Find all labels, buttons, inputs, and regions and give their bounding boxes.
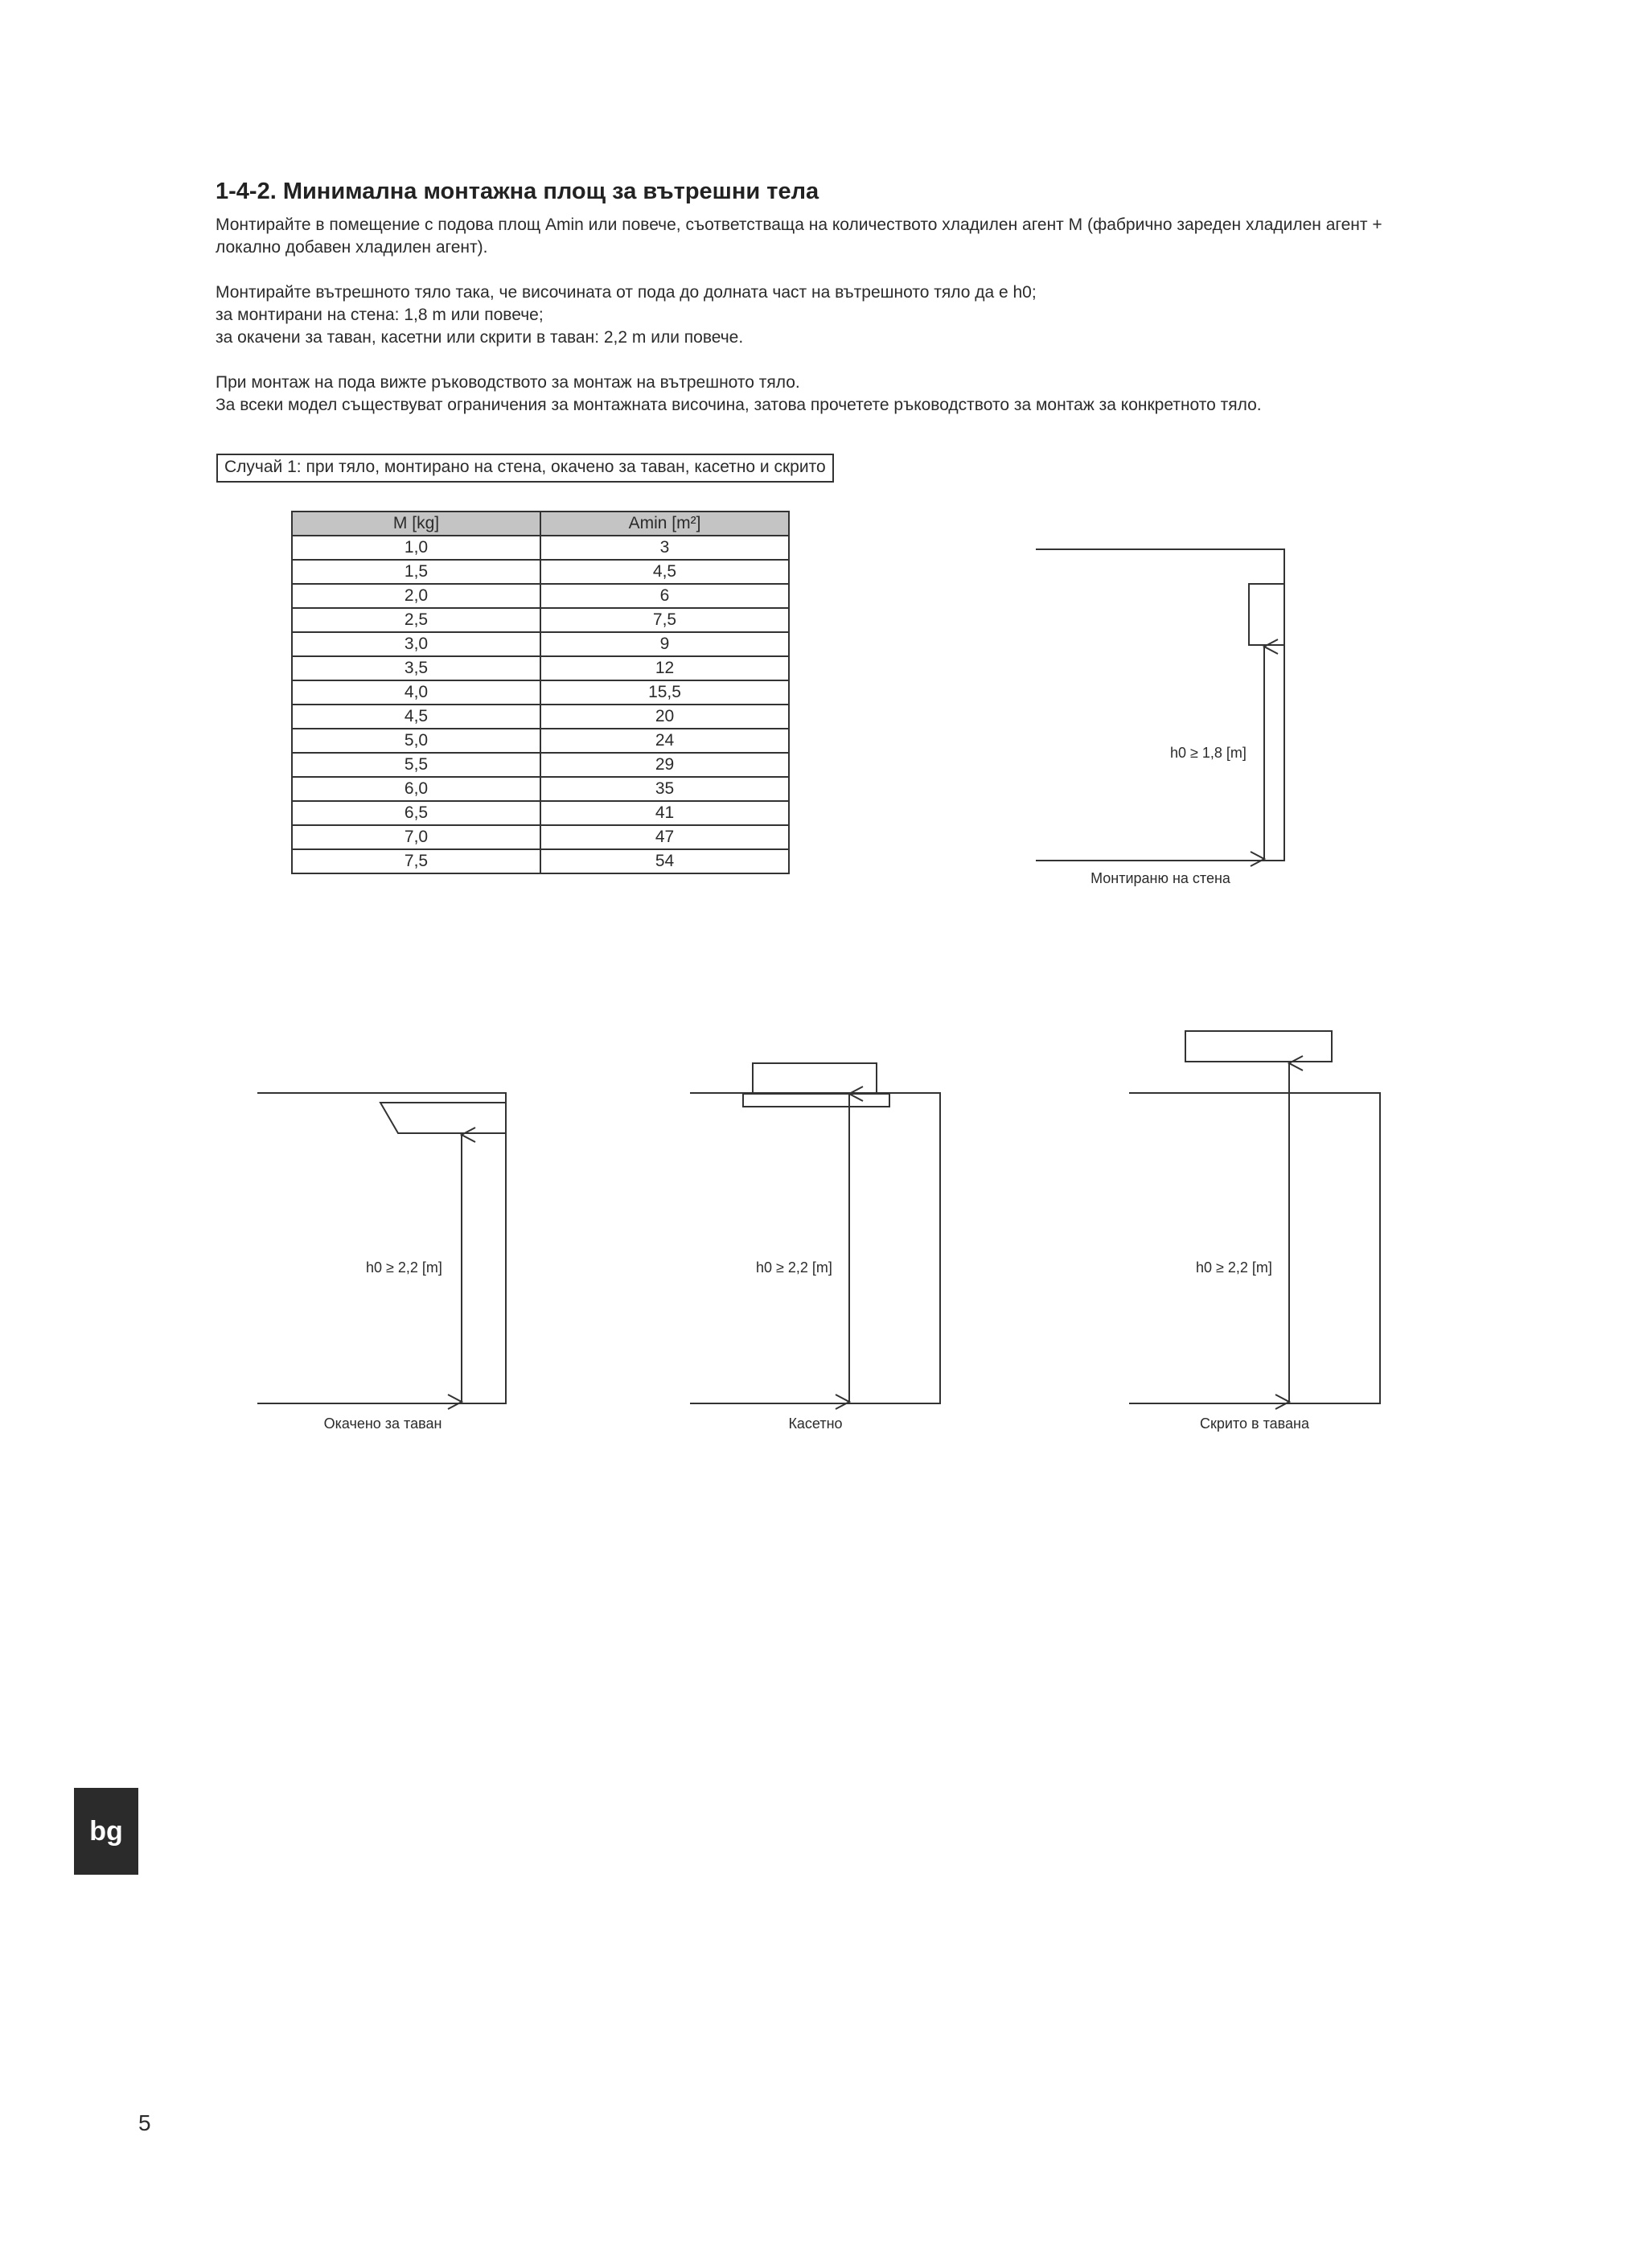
ceiling-caption: Окачено за таван xyxy=(323,1415,442,1432)
cassette-unit-body xyxy=(753,1063,877,1094)
cell-m: 1,5 xyxy=(292,560,540,584)
cassette-height-label: h0 ≥ 2,2 [m] xyxy=(756,1259,832,1276)
cell-amin: 35 xyxy=(540,777,789,801)
cell-amin: 6 xyxy=(540,584,789,608)
language-tab: bg xyxy=(74,1788,138,1875)
cell-m: 4,0 xyxy=(292,680,540,705)
column-header-amin: Amin [m²] xyxy=(540,512,789,536)
cell-amin: 3 xyxy=(540,536,789,560)
cell-m: 6,0 xyxy=(292,777,540,801)
hidden-ceiling-diagram xyxy=(1129,1031,1380,1403)
wall-height-label: h0 ≥ 1,8 [m] xyxy=(1170,745,1247,761)
cell-amin: 7,5 xyxy=(540,608,789,632)
cell-amin: 47 xyxy=(540,825,789,849)
cell-m: 4,5 xyxy=(292,705,540,729)
cell-amin: 9 xyxy=(540,632,789,656)
floor-note-line: При монтаж на пода вижте ръководството за монтаж на вътрешното тяло. xyxy=(216,373,800,392)
case-label-box: Случай 1: при тяло, монтирано на стена, окачено за таван, касетно и скрито xyxy=(216,454,834,483)
hidden-unit-box xyxy=(1185,1031,1332,1062)
ceiling-suspended-diagram xyxy=(257,1093,506,1403)
cell-m: 5,5 xyxy=(292,753,540,777)
cell-amin: 15,5 xyxy=(540,680,789,705)
cassette-room-outline xyxy=(690,1093,940,1403)
page-number: 5 xyxy=(138,2110,151,2135)
wall-room-outline xyxy=(1036,549,1284,861)
cell-m: 7,0 xyxy=(292,825,540,849)
cassette-diagram xyxy=(690,1063,940,1403)
cell-m: 5,0 xyxy=(292,729,540,753)
hidden-height-label: h0 ≥ 2,2 [m] xyxy=(1196,1259,1272,1276)
cell-amin: 4,5 xyxy=(540,560,789,584)
hidden-caption: Скрито в тавана xyxy=(1200,1415,1309,1432)
cell-amin: 12 xyxy=(540,656,789,680)
cell-amin: 24 xyxy=(540,729,789,753)
hidden-room-outline xyxy=(1129,1093,1380,1403)
ceiling-height-label: h0 ≥ 2,2 [m] xyxy=(366,1259,442,1276)
cell-amin: 41 xyxy=(540,801,789,825)
cassette-caption: Касетно xyxy=(788,1415,843,1432)
wall-caption: Монтираню на стена xyxy=(1090,870,1230,886)
intro-line: локално добавен хладилен агент). xyxy=(216,238,488,257)
ceiling-room-outline xyxy=(257,1093,506,1403)
wall-mounted-diagram xyxy=(1036,549,1284,861)
cell-m: 7,5 xyxy=(292,849,540,873)
height-rule-line: за окачени за таван, касетни или скрити в таван: 2,2 m или повече. xyxy=(216,328,744,347)
cell-amin: 29 xyxy=(540,753,789,777)
cell-m: 3,5 xyxy=(292,656,540,680)
cassette-panel xyxy=(743,1094,889,1107)
floor-note-line: За всеки модел съществуват ограничения за монтажната височина, затова прочетете ръководството за монтаж за конкретното тяло. xyxy=(216,396,1262,414)
section-title: 1-4-2. Минимална монтажна площ за вътрешни тела xyxy=(216,179,819,204)
cell-m: 1,0 xyxy=(292,536,540,560)
column-header-m: M [kg] xyxy=(292,512,540,536)
cell-m: 6,5 xyxy=(292,801,540,825)
ceiling-unit-shape xyxy=(380,1103,506,1133)
cell-m: 2,0 xyxy=(292,584,540,608)
intro-line: Монтирайте в помещение с подова площ Amin или повече, съответстваща на количеството хладилен агент M (фабрично зареден хладилен агент + xyxy=(216,216,1382,234)
height-rule-line: Монтирайте вътрешното тяло така, че височината от пода до долната част на вътрешното тяло да е h0; xyxy=(216,283,1037,302)
cell-m: 3,0 xyxy=(292,632,540,656)
cell-amin: 54 xyxy=(540,849,789,873)
wall-unit-box xyxy=(1249,584,1284,645)
cell-amin: 20 xyxy=(540,705,789,729)
cell-m: 2,5 xyxy=(292,608,540,632)
height-rule-line: за монтирани на стена: 1,8 m или повече; xyxy=(216,306,544,324)
